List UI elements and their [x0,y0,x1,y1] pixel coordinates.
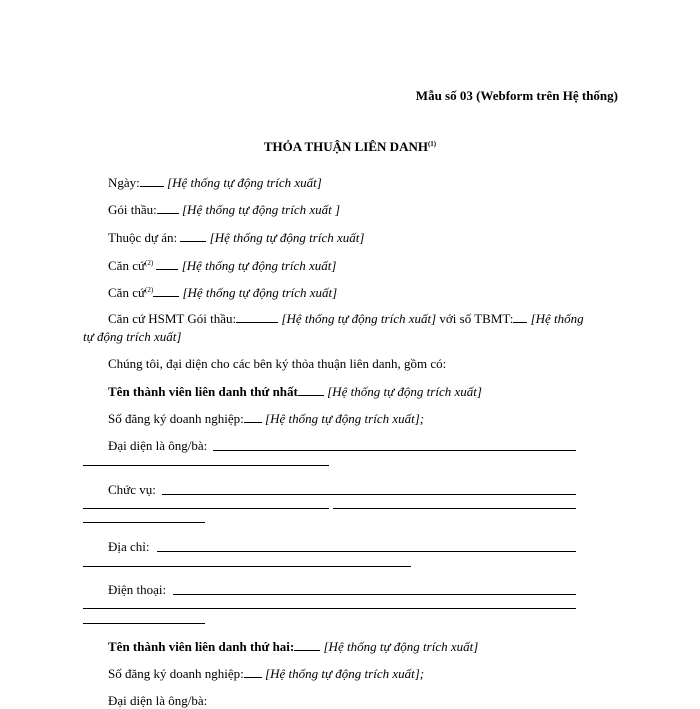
member-1-position-label: Chức vụ: [108,482,156,497]
package-label: Gói thầu: [108,202,157,217]
member-2-name-label: Tên thành viên liên danh thứ hai: [108,639,295,654]
member-2-reg-blank[interactable] [244,666,262,678]
member-1-reg-blank[interactable] [244,411,262,423]
member-2-reg-label: Số đăng ký doanh nghiệp: [108,666,244,681]
member-1-phone-blank-cont-2[interactable] [83,623,205,624]
member-1-address-line [108,538,150,555]
tbmt-value-part2: tự động trích xuất] [83,329,182,344]
title-footnote-marker: (1) [427,140,437,148]
member-1-position-line [108,481,156,498]
package-blank[interactable] [157,202,179,214]
member-2-rep-label: Đại diện là ông/bà: [108,693,208,708]
basis-2-label: Căn cứ [108,285,146,300]
member-1-rep-label: Đại diện là ông/bà: [108,438,208,453]
date-blank[interactable] [140,175,164,187]
form-code: Mẫu số 03 (Webform trên Hệ thống) [415,88,618,103]
intro-text: Chúng tôi, đại diện cho các bên ký thỏa thuận liên danh, gồm có: [108,356,447,371]
date-label: Ngày: [108,175,140,190]
member-1-position-blank-cont-3[interactable] [83,522,205,523]
member-2-rep-line [108,692,207,709]
member-1-position-blank-cont-1[interactable] [83,508,329,509]
hsmt-value: [Hệ thống tự động trích xuất] [281,311,437,326]
member-1-phone-line [108,581,166,598]
member-2-name-blank[interactable] [294,639,320,651]
hsmt-line [108,310,584,327]
tbmt-label: với số TBMT: [439,311,514,326]
date-line [108,174,322,191]
title-text: THỎA THUẬN LIÊN DANH [263,139,428,154]
member-1-name-value: [Hệ thống tự động trích xuất] [327,384,482,399]
member-1-rep-blank[interactable] [213,450,576,451]
member-2-name-value: [Hệ thống tự động trích xuất] [323,639,479,654]
tbmt-value-part1: [Hệ thống [530,311,584,326]
member-1-name-line [108,383,482,400]
member-1-name-label: Tên thành viên liên danh thứ nhất [108,384,298,399]
basis-1-footnote-marker: (2) [145,259,154,267]
basis-2-line [108,282,337,301]
hsmt-label: Căn cứ HSMT Gói thầu: [108,311,237,326]
member-2-name-line [108,638,478,655]
member-2-reg-value: [Hệ thống tự động trích xuất]; [265,666,425,681]
basis-1-line [108,255,336,274]
basis-1-blank[interactable] [156,258,178,270]
member-1-position-blank-cont-2[interactable] [333,508,576,509]
member-1-name-blank[interactable] [298,384,324,396]
member-1-phone-blank[interactable] [173,594,576,595]
member-1-phone-blank-cont-1[interactable] [83,608,576,609]
member-1-reg-label: Số đăng ký doanh nghiệp: [108,411,244,426]
package-value: [Hệ thống tự động trích xuất ] [182,202,341,217]
project-label: Thuộc dự án: [108,230,178,245]
package-line [108,201,340,218]
date-value: [Hệ thống tự động trích xuất] [167,175,322,190]
basis-2-blank[interactable] [153,285,179,297]
member-1-rep-blank-cont[interactable] [83,465,329,466]
project-value: [Hệ thống tự động trích xuất] [209,230,365,245]
member-1-rep-line [108,437,207,454]
basis-2-value: [Hệ thống tự động trích xuất] [182,285,338,300]
tbmt-blank[interactable] [513,311,527,323]
hsmt-blank[interactable] [236,311,278,323]
project-line [108,229,364,246]
member-1-position-blank[interactable] [162,494,576,495]
member-1-address-label: Địa chỉ: [108,539,150,554]
member-1-phone-label: Điện thoại: [108,582,167,597]
basis-1-label: Căn cứ [108,258,146,273]
document-title [0,139,700,155]
member-1-reg-line [108,410,424,427]
basis-1-value: [Hệ thống tự động trích xuất] [181,258,337,273]
member-1-address-blank[interactable] [157,551,576,552]
member-1-address-blank-cont[interactable] [83,566,411,567]
member-2-reg-line [108,665,424,682]
basis-2-footnote-marker: (2) [145,286,154,294]
member-1-reg-value: [Hệ thống tự động trích xuất]; [265,411,425,426]
project-blank[interactable] [180,230,206,242]
